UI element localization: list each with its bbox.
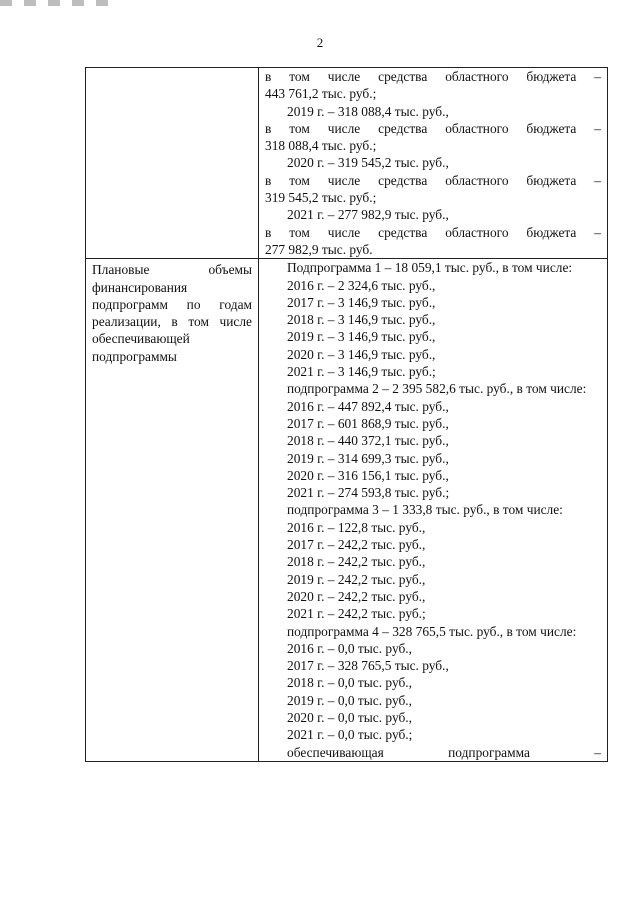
text-line: в том числе средства областного бюджета – bbox=[265, 224, 601, 240]
page-number: 2 bbox=[316, 35, 324, 50]
subprogram-heading: подпрограмма 3 – 1 333,8 тыс. руб., в том числе: bbox=[287, 502, 563, 518]
year-amount-line: 2018 г. – 0,0 тыс. руб., bbox=[287, 675, 412, 691]
text-line: 2021 г. – 277 982,9 тыс. руб., bbox=[287, 207, 449, 223]
text-line: 319 545,2 тыс. руб.; bbox=[265, 190, 377, 206]
row2-left-cell bbox=[86, 259, 259, 762]
year-amount-line: 2016 г. – 0,0 тыс. руб., bbox=[287, 640, 412, 656]
year-amount-line: 2019 г. – 0,0 тыс. руб., bbox=[287, 692, 412, 708]
year-amount-line: 2021 г. – 0,0 тыс. руб.; bbox=[287, 727, 413, 743]
table-row bbox=[86, 259, 608, 762]
year-amount-line: 2019 г. – 3 146,9 тыс. руб., bbox=[287, 329, 436, 345]
subprogram-heading: Подпрограмма 1 – 18 059,1 тыс. руб., в том числе: bbox=[287, 260, 573, 276]
year-amount-line: 2017 г. – 328 765,5 тыс. руб., bbox=[287, 658, 449, 674]
text-line: 443 761,2 тыс. руб.; bbox=[265, 86, 377, 102]
text-line: 277 982,9 тыс. руб. bbox=[265, 241, 373, 257]
row1-left-cell bbox=[86, 68, 259, 259]
scan-edge-mark bbox=[0, 0, 112, 6]
year-amount-line: 2021 г. – 242,2 тыс. руб.; bbox=[287, 606, 426, 622]
year-amount-line: 2019 г. – 314 699,3 тыс. руб., bbox=[287, 450, 449, 466]
row-label: Плановые объемы финансирования подпрограмм по годам реализации, в том числе обеспечивающей подпрограммы bbox=[92, 262, 252, 364]
year-amount-line: 2016 г. – 2 324,6 тыс. руб., bbox=[287, 277, 436, 293]
table-row bbox=[86, 68, 608, 259]
subprogram-heading: подпрограмма 4 – 328 765,5 тыс. руб., в том числе: bbox=[287, 623, 577, 639]
text-line: в том числе средства областного бюджета – bbox=[265, 120, 601, 136]
text-line: в том числе средства областного бюджета – bbox=[265, 172, 601, 188]
year-amount-line: 2018 г. – 242,2 тыс. руб., bbox=[287, 554, 426, 570]
row1-right-cell bbox=[259, 68, 608, 259]
year-amount-line: 2019 г. – 242,2 тыс. руб., bbox=[287, 571, 426, 587]
year-amount-line: 2020 г. – 0,0 тыс. руб., bbox=[287, 709, 412, 725]
subprogram-heading: подпрограмма 2 – 2 395 582,6 тыс. руб., в том числе: bbox=[287, 381, 587, 397]
year-amount-line: 2021 г. – 274 593,8 тыс. руб.; bbox=[287, 485, 450, 501]
year-amount-line: 2017 г. – 601 868,9 тыс. руб., bbox=[287, 415, 449, 431]
year-amount-line: 2020 г. – 3 146,9 тыс. руб., bbox=[287, 346, 436, 362]
year-amount-line: 2020 г. – 242,2 тыс. руб., bbox=[287, 588, 426, 604]
year-amount-line: 2018 г. – 3 146,9 тыс. руб., bbox=[287, 312, 436, 328]
year-amount-line: 2017 г. – 242,2 тыс. руб., bbox=[287, 537, 426, 553]
year-amount-line: 2021 г. – 3 146,9 тыс. руб.; bbox=[287, 364, 436, 380]
text-line: 318 088,4 тыс. руб.; bbox=[265, 138, 377, 154]
text-line: 2020 г. – 319 545,2 тыс. руб., bbox=[287, 155, 449, 171]
text-line: в том числе средства областного бюджета – bbox=[265, 69, 601, 84]
year-amount-line: 2020 г. – 316 156,1 тыс. руб., bbox=[287, 467, 449, 483]
year-amount-line: 2016 г. – 447 892,4 тыс. руб., bbox=[287, 398, 449, 414]
text-line: 2019 г. – 318 088,4 тыс. руб., bbox=[287, 103, 449, 119]
year-amount-line: 2016 г. – 122,8 тыс. руб., bbox=[287, 519, 426, 535]
year-amount-line: 2017 г. – 3 146,9 тыс. руб., bbox=[287, 294, 436, 310]
passport-table bbox=[85, 67, 608, 762]
subprogram-heading: обеспечивающая подпрограмма – bbox=[287, 744, 601, 760]
year-amount-line: 2018 г. – 440 372,1 тыс. руб., bbox=[287, 433, 449, 449]
row2-right-cell bbox=[259, 259, 608, 762]
